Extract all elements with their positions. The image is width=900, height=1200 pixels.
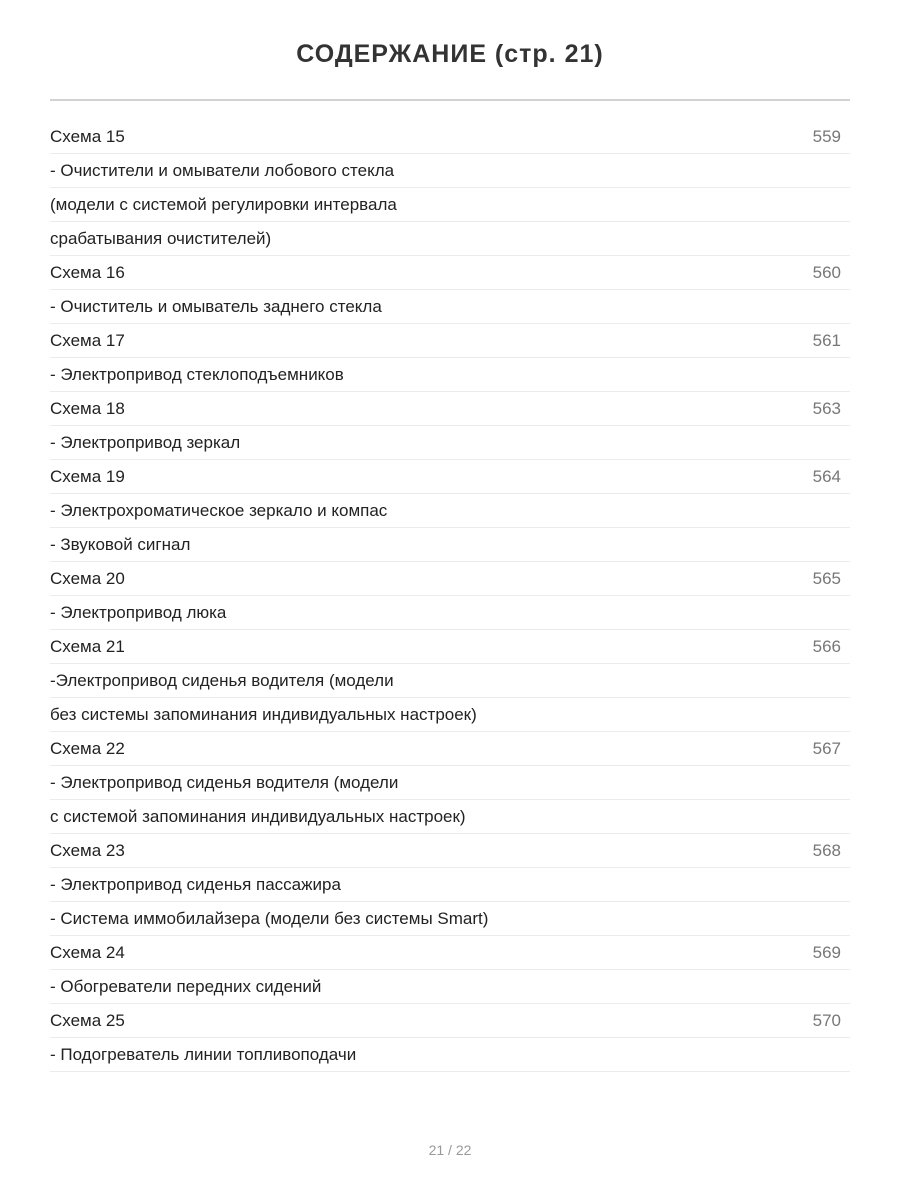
- toc-page-number: 564: [812, 466, 841, 486]
- page-title: СОДЕРЖАНИЕ (стр. 21): [296, 40, 604, 68]
- title-divider: [50, 99, 850, 101]
- toc-row: [50, 936, 850, 970]
- toc-entry-text: срабатывания очистителей): [50, 228, 272, 248]
- toc-entry-text: Схема 15: [50, 126, 125, 146]
- toc-entry-text: - Звуковой сигнал: [50, 534, 191, 554]
- toc-page-number: 570: [812, 1010, 841, 1030]
- toc-row: [50, 1004, 850, 1038]
- toc-page-number: 567: [812, 738, 841, 758]
- toc-row: [50, 800, 850, 834]
- toc-entry-text: без системы запоминания индивидуальных настроек): [50, 704, 477, 724]
- toc-entry-text: Схема 23: [50, 840, 125, 860]
- toc-row: [50, 528, 850, 562]
- toc-row: [50, 766, 850, 800]
- toc-entry-text: Схема 19: [50, 466, 125, 486]
- toc-page-number: 566: [812, 636, 841, 656]
- toc-row: [50, 324, 850, 358]
- toc-entry-text: - Обогреватели передних сидений: [50, 976, 322, 996]
- toc-row: [50, 630, 850, 664]
- toc-page-number: 563: [812, 398, 841, 418]
- toc-page-number: 565: [812, 568, 841, 588]
- toc-entry-text: Схема 20: [50, 568, 125, 588]
- toc-row: [50, 358, 850, 392]
- toc-entry-text: Схема 24: [50, 942, 125, 962]
- toc-row: [50, 222, 850, 256]
- toc-row: [50, 188, 850, 222]
- toc-page-number: 559: [812, 126, 841, 146]
- toc-entry-text: - Система иммобилайзера (модели без системы Smart): [50, 908, 489, 928]
- toc-row: [50, 392, 850, 426]
- toc-entry-text: с системой запоминания индивидуальных настроек): [50, 806, 466, 826]
- toc-entry-text: - Электропривод люка: [50, 602, 227, 622]
- toc-entry-text: - Электрохроматическое зеркало и компас: [50, 500, 388, 520]
- toc-row: [50, 426, 850, 460]
- toc-entry-text: - Электропривод сиденья пассажира: [50, 874, 341, 894]
- toc-row: [50, 1038, 850, 1072]
- toc-entry-text: - Очистители и омыватели лобового стекла: [50, 160, 395, 180]
- toc-entry-text: Схема 22: [50, 738, 125, 758]
- toc-row: [50, 664, 850, 698]
- toc-row: [50, 120, 850, 154]
- toc-row: [50, 562, 850, 596]
- toc-row: [50, 868, 850, 902]
- toc-entry-text: Схема 16: [50, 262, 125, 282]
- table-of-contents: [50, 120, 850, 1072]
- toc-row: [50, 902, 850, 936]
- toc-entry-text: - Электропривод сиденья водителя (модели: [50, 772, 399, 792]
- page-indicator: 21 / 22: [428, 1142, 472, 1158]
- toc-entry-text: - Подогреватель линии топливоподачи: [50, 1044, 357, 1064]
- toc-row: [50, 732, 850, 766]
- toc-entry-text: - Электропривод зеркал: [50, 432, 241, 452]
- toc-row: [50, 834, 850, 868]
- toc-row: [50, 460, 850, 494]
- toc-entry-text: - Электропривод стеклоподъемников: [50, 364, 344, 384]
- toc-entry-text: -Электропривод сиденья водителя (модели: [50, 670, 394, 690]
- toc-page-number: 560: [812, 262, 841, 282]
- toc-entry-text: Схема 17: [50, 330, 125, 350]
- toc-row: [50, 256, 850, 290]
- toc-row: [50, 154, 850, 188]
- toc-page-number: 568: [812, 840, 841, 860]
- toc-page-number: 569: [812, 942, 841, 962]
- toc-entry-text: (модели с системой регулировки интервала: [50, 194, 397, 214]
- toc-row: [50, 970, 850, 1004]
- toc-entry-text: Схема 21: [50, 636, 125, 656]
- toc-row: [50, 290, 850, 324]
- toc-row: [50, 596, 850, 630]
- toc-row: [50, 494, 850, 528]
- toc-entry-text: Схема 18: [50, 398, 125, 418]
- toc-entry-text: Схема 25: [50, 1010, 125, 1030]
- toc-page-number: 561: [812, 330, 841, 350]
- toc-row: [50, 698, 850, 732]
- toc-entry-text: - Очиститель и омыватель заднего стекла: [50, 296, 382, 316]
